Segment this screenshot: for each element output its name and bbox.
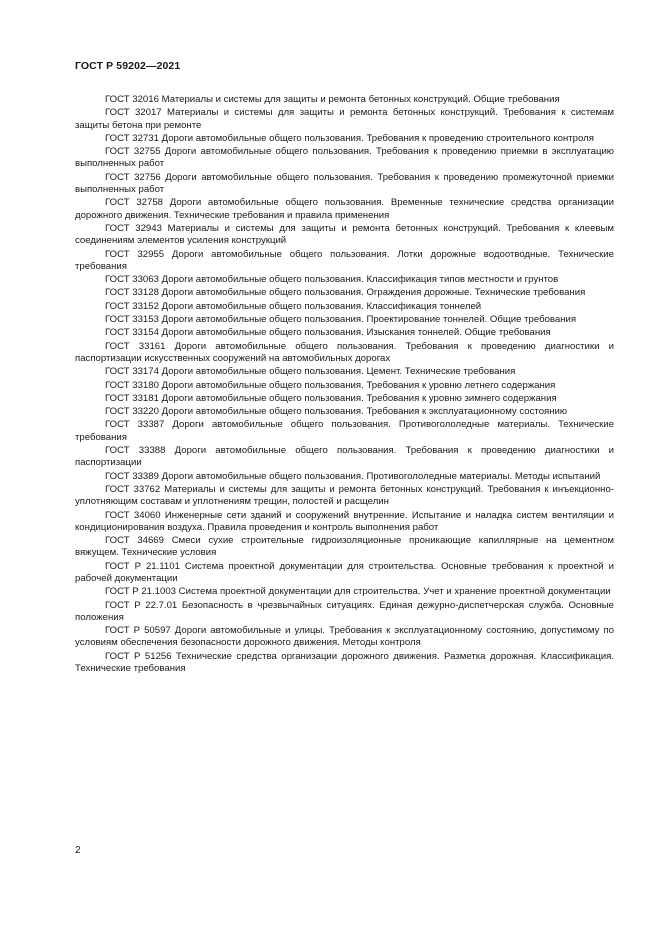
reference-entry: ГОСТ 33220 Дороги автомобильные общего пользования. Требования к эксплуатационному состоянию (105, 406, 568, 418)
reference-entry: ГОСТ 32943 Материалы и системы для защиты и ремонта бетонных конструкций. Требования к клеевым соединениям элементов усиления конструкций (75, 222, 614, 247)
reference-entry: ГОСТ 32017 Материалы и системы для защиты и ремонта бетонных конструкций. Требования к системам защиты бетона при ремонте (75, 107, 614, 131)
reference-entry: ГОСТ 33063 Дороги автомобильные общего пользования. Классификация типов местности и грунтов (105, 274, 559, 286)
reference-entry: ГОСТ Р 50597 Дороги автомобильные и улицы. Требования к эксплуатационному состоянию, допустимому по условиям обеспечения безопасности дорожного движения. Методы контроля (75, 625, 614, 649)
reference-entry: ГОСТ 33388 Дороги автомобильные общего пользования. Требования к проведению диагностики и паспортизации (75, 445, 614, 469)
reference-entry: ГОСТ 32731 Дороги автомобильные общего пользования. Требования к проведению строительного контроля (105, 132, 594, 144)
reference-entry: ГОСТ 33762 Материалы и системы для защиты и ремонта бетонных конструкций. Требования к инъекционно-уплотняющим составам и уплотнениям трещин, полостей и расщелин (75, 483, 614, 508)
reference-entry: ГОСТ Р 21.1003 Система проектной документации для строительства. Учет и хранение проектной документации (105, 586, 611, 598)
reference-entry: ГОСТ 33154 Дороги автомобильные общего пользования. Изыскания тоннелей. Общие требования (105, 327, 551, 339)
page-number: 2 (75, 845, 81, 856)
reference-entry: ГОСТ 34669 Смеси сухие строительные гидроизоляционные проникающие капиллярные на цементном вяжущем. Технические условия (75, 535, 614, 559)
reference-entry: ГОСТ 33181 Дороги автомобильные общего пользования. Требования к уровню зимнего содержания (105, 392, 557, 404)
normative-references-list (75, 94, 614, 676)
reference-entry: ГОСТ 33389 Дороги автомобильные общего пользования. Противогололедные материалы. Методы испытаний (105, 470, 601, 482)
reference-entry: ГОСТ 33174 Дороги автомобильные общего пользования. Цемент. Технические требования (105, 366, 516, 378)
reference-entry: ГОСТ 32756 Дороги автомобильные общего пользования. Требования к проведению промежуточной приемки выполненных работ (75, 171, 614, 196)
reference-entry: ГОСТ 33387 Дороги автомобильные общего пользования. Противогололедные материалы. Технические требования (75, 419, 614, 443)
reference-entry: ГОСТ Р 21.1101 Система проектной документации для строительства. Основные требования к проектной и рабочей документации (75, 560, 614, 584)
reference-entry: ГОСТ 33152 Дороги автомобильные общего пользования. Классификация тоннелей (105, 300, 482, 312)
reference-entry: ГОСТ 32016 Материалы и системы для защиты и ремонта бетонных конструкций. Общие требования (105, 94, 560, 105)
reference-entry: ГОСТ 33153 Дороги автомобильные общего пользования. Проектирование тоннелей. Общие требования (105, 314, 577, 326)
reference-entry: ГОСТ 33128 Дороги автомобильные общего пользования. Ограждения дорожные. Технические требования (105, 287, 586, 299)
document-header: ГОСТ Р 59202—2021 (75, 60, 181, 72)
reference-entry: ГОСТ 32755 Дороги автомобильные общего пользования. Требования к проведению приемки в эксплуатацию выполненных работ (75, 146, 614, 170)
reference-entry: ГОСТ 33161 Дороги автомобильные общего пользования. Требования к проведению диагностики и паспортизации искусственных сооружений на автомобильных дорогах (75, 340, 614, 364)
reference-entry: ГОСТ Р 51256 Технические средства организации дорожного движения. Разметка дорожная. Классификация. Технические требования (75, 650, 614, 675)
reference-entry: ГОСТ 34060 Инженерные сети зданий и сооружений внутренние. Испытание и наладка систем вентиляции и кондиционирования воздуха. Правила проведения и контроль выполнения работ (75, 509, 614, 533)
reference-entry: ГОСТ 33180 Дороги автомобильные общего пользования. Требования к уровню летнего содержания (105, 379, 556, 391)
reference-entry: ГОСТ Р 22.7.01 Безопасность в чрезвычайных ситуациях. Единая дежурно-диспетчерская служба. Основные положения (75, 599, 614, 623)
reference-entry: ГОСТ 32955 Дороги автомобильные общего пользования. Лотки дорожные водоотводные. Технические требования (75, 248, 614, 272)
reference-entry: ГОСТ 32758 Дороги автомобильные общего пользования. Временные технические средства организации дорожного движения. Технические требования и правила применения (75, 197, 614, 221)
